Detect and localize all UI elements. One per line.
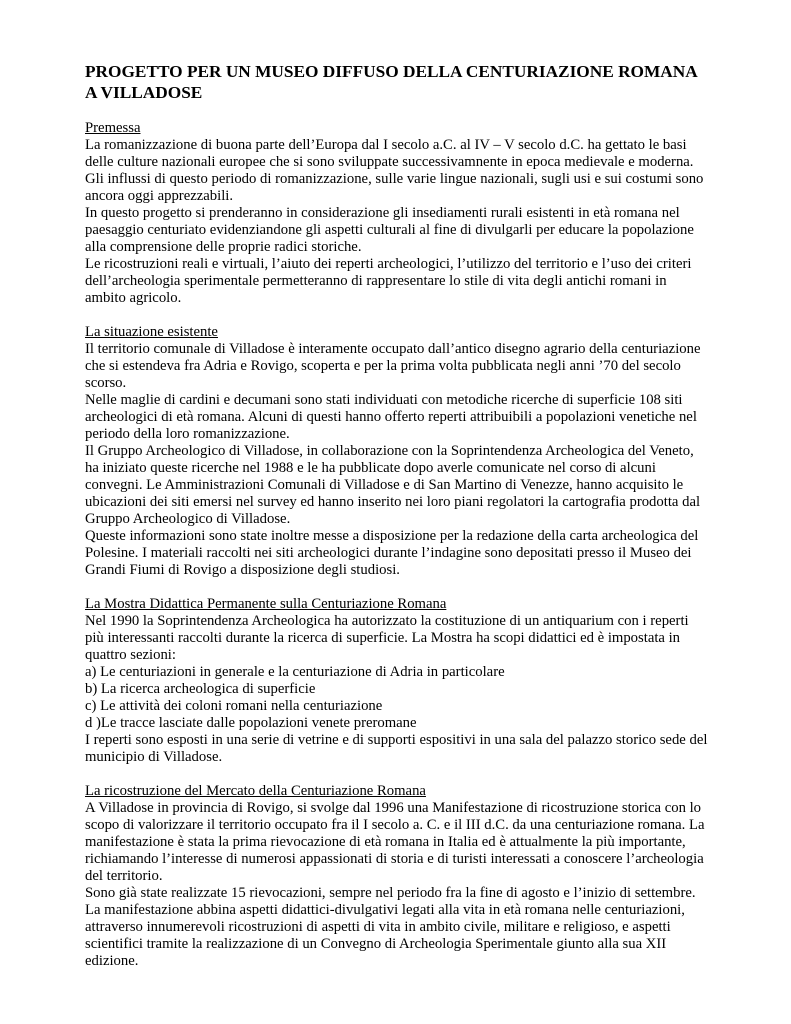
paragraph: Il territorio comunale di Villadose è interamente occupato dall’antico disegno agrario della centuriazione che si estendeva fra Adria e Rovigo, scoperta e per la prima volta pubblicata negli anni ’70 del secolo scorso.	[85, 341, 701, 391]
section-heading: Premessa	[85, 120, 141, 136]
paragraph: Sono già state realizzate 15 rievocazioni, sempre nel periodo fra la fine di agosto e l’inizio di settembre.	[85, 885, 696, 901]
section-heading: La situazione esistente	[85, 324, 218, 340]
paragraph: Queste informazioni sono state inoltre messe a disposizione per la redazione della carta archeologica del Polesine. I materiali raccolti nei siti archeologici durante l’indagine sono depositati presso il Museo dei Grandi Fiumi di Rovigo a disposizione degli studiosi.	[85, 528, 699, 578]
section-ricostruzione-mercato	[85, 783, 710, 970]
paragraph: A Villadose in provincia di Rovigo, si svolge dal 1996 una Manifestazione di ricostruzione storica con lo scopo di valorizzare il territorio occupato fra il I secolo a. C. e il III d.C. da una centuriazione romana. La manifestazione è stata la prima rievocazione di età romana in Italia ed è attualmente la più importante, richiamando l’interesse di numerosi appassionati di storia e di turisti interessati a conoscere l’archeologia del territorio.	[85, 800, 705, 884]
section-situazione-esistente	[85, 324, 710, 579]
section-mostra-didattica	[85, 596, 710, 766]
list-item: c) Le attività dei coloni romani nella centuriazione	[85, 698, 383, 714]
paragraph: La manifestazione abbina aspetti didattici-divulgativi legati alla vita in età romana nelle centuriazioni, attraverso innumerevoli ricostruzioni di aspetti di vita in ambito civile, militare e religioso, e aspetti scientifici tramite la realizzazione di un Convegno di Archeologia Sperimentale giunto alla sua XII edizione.	[85, 902, 685, 969]
paragraph: Nel 1990 la Soprintendenza Archeologica ha autorizzato la costituzione di un antiquarium con i reperti più interessanti raccolti durante la ricerca di superficie. La Mostra ha scopi didattici ed è impostata in quattro sezioni:	[85, 613, 689, 663]
paragraph: Il Gruppo Archeologico di Villadose, in collaborazione con la Soprintendenza Archeologica del Veneto, ha iniziato queste ricerche nel 1988 e le ha pubblicate dopo averle comunicate nel corso di alcuni convegni. Le Amministrazioni Comunali di Villadose e di San Martino di Venezze, hanno acquisito le ubicazioni dei siti emersi nel survey ed hanno inserito nei loro piani regolatori la cartografia prodotta dal Gruppo Archeologico di Villadose.	[85, 443, 701, 527]
document-page	[85, 62, 710, 987]
paragraph: Le ricostruzioni reali e virtuali, l’aiuto dei reperti archeologici, l’utilizzo del territorio e l’uso dei criteri dell’archeologia sperimentale permetteranno di rappresentare lo stile di vita degli antichi romani in ambito agricolo.	[85, 256, 692, 306]
paragraph: La romanizzazione di buona parte dell’Europa dal I secolo a.C. al IV – V secolo d.C. ha gettato le basi delle culture nazionali europee che si sono sviluppate successivamnente in epoca medievale e moderna. Gli influssi di questo periodo di romanizzazione, sulle varie lingue nazionali, sugli usi e sui costumi sono ancora oggi apprezzabili.	[85, 137, 704, 204]
list-item: b) La ricerca archeologica di superficie	[85, 681, 316, 697]
paragraph: Nelle maglie di cardini e decumani sono stati individuati con metodiche ricerche di superficie 108 siti archeologici di età romana. Alcuni di questi hanno offerto reperti attribuibili a popolazioni venetiche nel periodo della loro romanizzazione.	[85, 392, 697, 442]
section-heading: La ricostruzione del Mercato della Centuriazione Romana	[85, 783, 426, 799]
section-heading: La Mostra Didattica Permanente sulla Centuriazione Romana	[85, 596, 447, 612]
list-item: d )Le tracce lasciate dalle popolazioni venete preromane	[85, 715, 417, 731]
paragraph: In questo progetto si prenderanno in considerazione gli insediamenti rurali esistenti in età romana nel paesaggio centuriato evidenziandone gli aspetti culturali al fine di divulgarli per educare la popolazione alla comprensione delle proprie radici storiche.	[85, 205, 694, 255]
document-title: PROGETTO PER UN MUSEO DIFFUSO DELLA CENTURIAZIONE ROMANA A VILLADOSE	[85, 62, 697, 102]
list-item: a) Le centuriazioni in generale e la centuriazione di Adria in particolare	[85, 664, 505, 680]
paragraph: I reperti sono esposti in una serie di vetrine e di supporti espositivi in una sala del palazzo storico sede del municipio di Villadose.	[85, 732, 708, 765]
section-premessa	[85, 120, 710, 307]
